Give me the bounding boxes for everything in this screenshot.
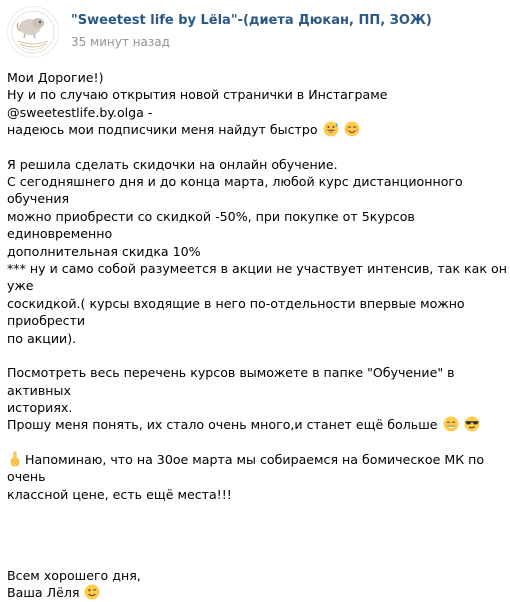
- text-line: [7, 416, 507, 433]
- text-line: Посмотреть весь перечень курсов выможете в папке "Обучение" в активных: [7, 365, 455, 398]
- paragraph-gap: [7, 347, 507, 364]
- paragraph-gap: [7, 535, 507, 567]
- text-line: дополнительная скидка 10%: [7, 243, 201, 259]
- text-line: классной цене, есть ещё места!!!: [7, 486, 232, 502]
- post-header: [7, 6, 502, 58]
- text-line: можно приобрести со скидкой -50%, при покупке от 5курсов единовременно: [7, 208, 415, 242]
- group-avatar[interactable]: [7, 6, 59, 58]
- paragraph-gap: [7, 139, 507, 156]
- text-line: Мои Дорогие!): [7, 70, 104, 85]
- text-line: С сегодняшнего дня и до конца марта, любой курс дистанционного обучения: [7, 174, 463, 207]
- post-text: [7, 69, 507, 602]
- pointing-up-emoji-icon: [7, 451, 23, 467]
- text-line: [7, 121, 507, 138]
- winking-emoji-icon: [84, 584, 100, 600]
- text-line: Я решила сделать скидочки на онлайн обучение.: [7, 156, 338, 172]
- text-line: *** ну и само собой разумеется в акции не участвует интенсив, так как он уже: [7, 261, 507, 294]
- text-line-content: Напоминаю, что на 30ое марта мы собираемся на бомическое МК по очень: [7, 451, 485, 485]
- text-line-content: Ваша Лёля: [7, 585, 80, 601]
- sunglasses-emoji-icon: [464, 416, 480, 432]
- text-line: соскидкой.( курсы входящие в него по-отдельности впервые можно приобрести: [7, 295, 465, 329]
- text-line: историях.: [7, 399, 73, 415]
- text-line: [7, 451, 507, 486]
- smiling-blush-emoji-icon: [344, 121, 360, 137]
- text-line: Ну и по случаю открытия новой странички в Инстаграме @sweetestlife.by.olga -: [7, 87, 388, 120]
- post-timestamp[interactable]: 35 минут назад: [71, 35, 170, 49]
- post-author-link[interactable]: "Sweetest life by Lëla"-(диета Дюкан, ПП, ЗОЖ): [71, 13, 432, 28]
- text-line: Всем хорошего дня,: [7, 567, 141, 583]
- text-line-content: надеюсь мои подписчики меня найдут быстро: [7, 122, 318, 138]
- group-avatar-logo-icon: [8, 7, 58, 57]
- text-line-content: Прошу меня понять, их стало очень много,и станет ещё больше: [7, 417, 438, 433]
- text-line: по акции).: [7, 330, 77, 346]
- paragraph-gap: [7, 503, 507, 535]
- paragraph-gap: [7, 434, 507, 451]
- grinning-teeth-emoji-icon: [443, 416, 459, 432]
- grinning-sweat-emoji-icon: [323, 121, 339, 137]
- text-line: [7, 584, 507, 601]
